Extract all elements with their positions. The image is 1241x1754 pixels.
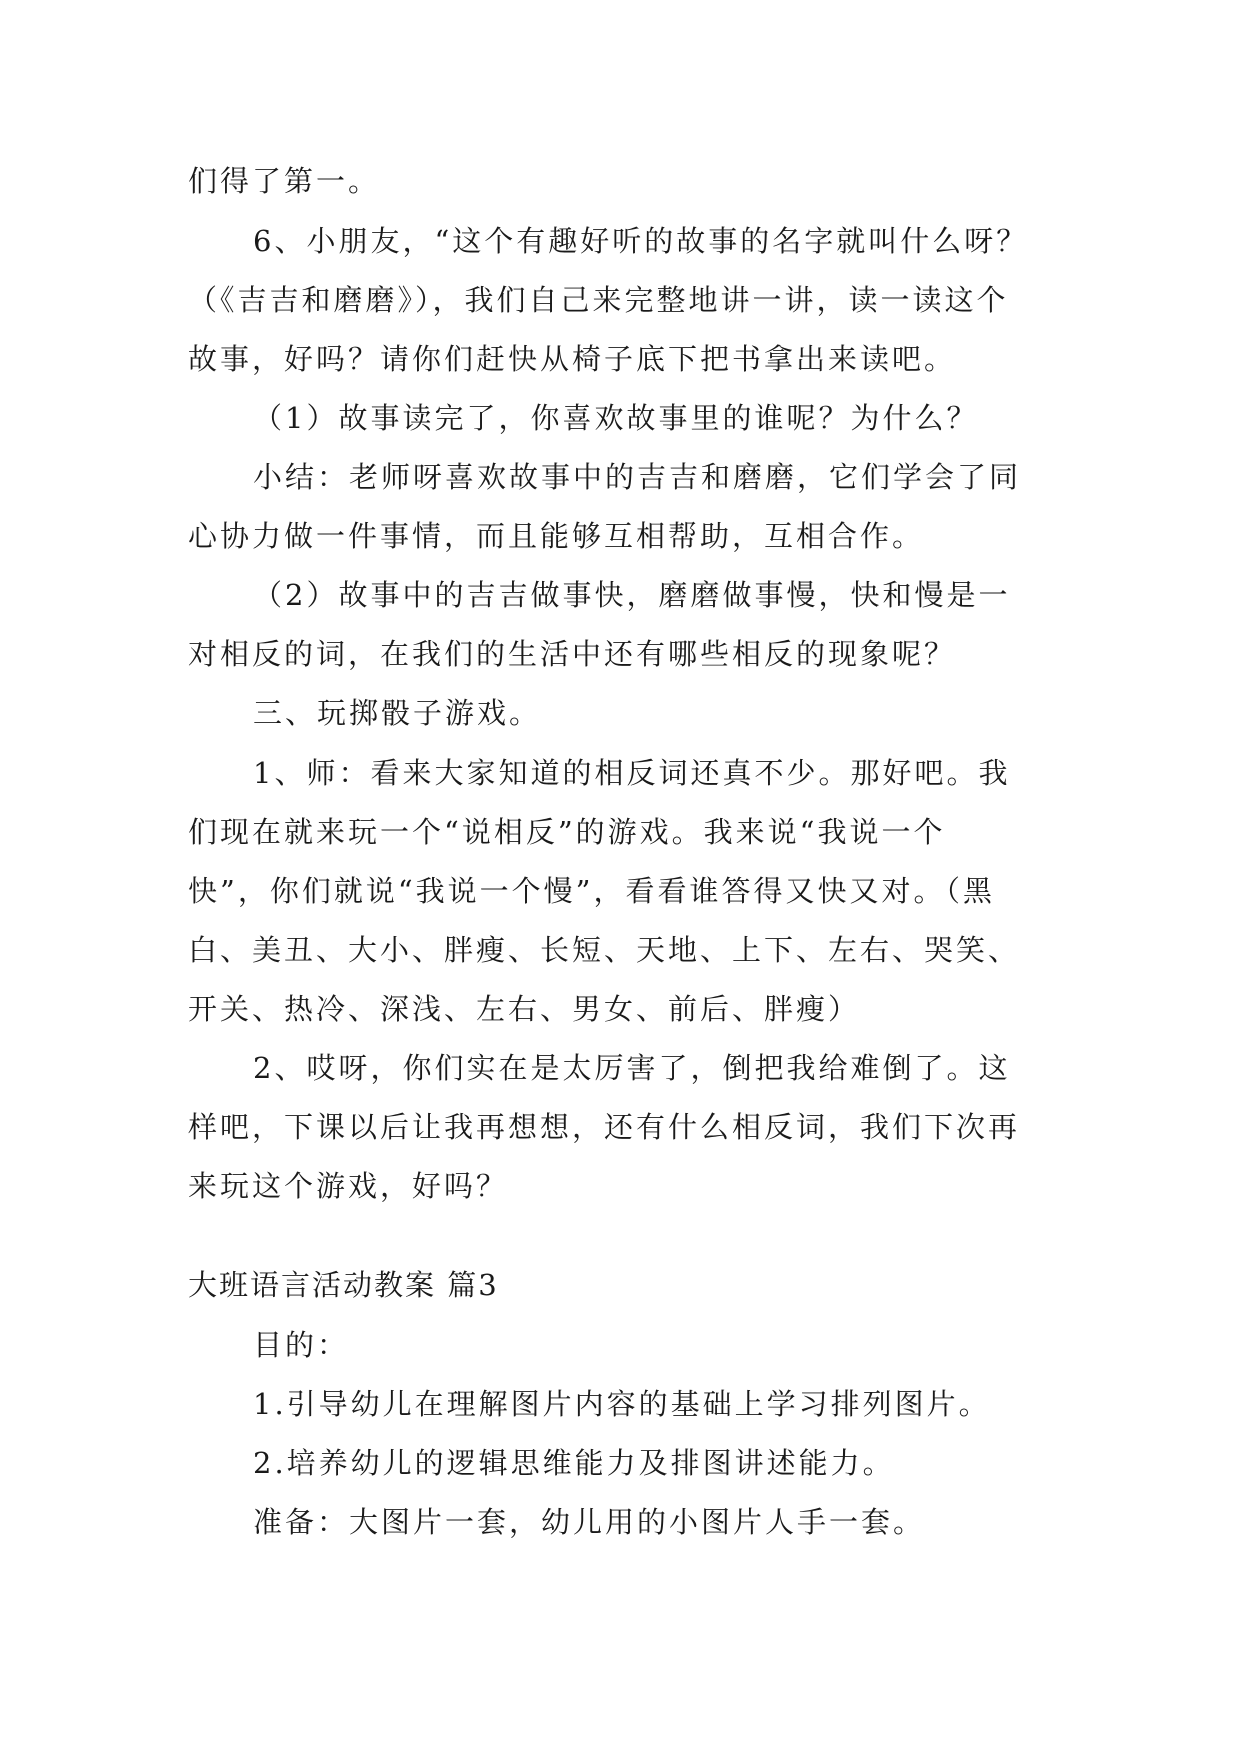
text-line: 三、玩掷骰子游戏。 [253,696,542,730]
text-line: （1）故事读完了，你喜欢故事里的谁呢？为什么？ [253,401,979,435]
text-line: 样吧，下课以后让我再想想，还有什么相反词，我们下次再 [188,1110,1021,1144]
text-line: 来玩这个游戏，好吗？ [188,1169,509,1203]
text-line: 白、美丑、大小、胖瘦、长短、天地、上下、左右、哭笑、 [188,933,1021,967]
text-line: 对相反的词，在我们的生活中还有哪些相反的现象呢？ [188,637,957,671]
text-line: 1、师：看来大家知道的相反词还真不少。那好吧。我 [253,756,1011,790]
text-line: 心协力做一件事情，而且能够互相帮助，互相合作。 [188,519,925,553]
text-line: （2）故事中的吉吉做事快，磨磨做事慢，快和慢是一 [253,578,1011,612]
text-line: 目的： [253,1328,350,1362]
text-line: 们现在就来玩一个“说相反”的游戏。我来说“我说一个 [188,815,946,849]
text-line: 小结：老师呀喜欢故事中的吉吉和磨磨，它们学会了同 [253,460,1022,494]
text-line: 故事，好吗？请你们赶快从椅子底下把书拿出来读吧。 [188,342,957,376]
text-line: 2.培养幼儿的逻辑思维能力及排图讲述能力。 [253,1446,895,1480]
section-heading: 大班语言活动教案 篇3 [188,1268,499,1302]
text-line: （《吉吉和磨磨》），我们自己来完整地讲一讲，读一读这个 [188,283,1009,317]
text-line: 2、哎呀，你们实在是太厉害了，倒把我给难倒了。这 [253,1051,1011,1085]
text-line: 快”，你们就说“我说一个慢”，看看谁答得又快又对。（黑 [188,874,995,908]
text-line: 准备：大图片一套，幼儿用的小图片人手一套。 [253,1505,926,1539]
text-line: 开关、热冷、深浅、左右、男女、前后、胖瘦） [188,992,861,1026]
text-line: 们得了第一。 [188,164,381,198]
text-line: 6、小朋友，“这个有趣好听的故事的名字就叫什么呀？ [253,224,1029,258]
text-line: 1.引导幼儿在理解图片内容的基础上学习排列图片。 [253,1387,991,1421]
